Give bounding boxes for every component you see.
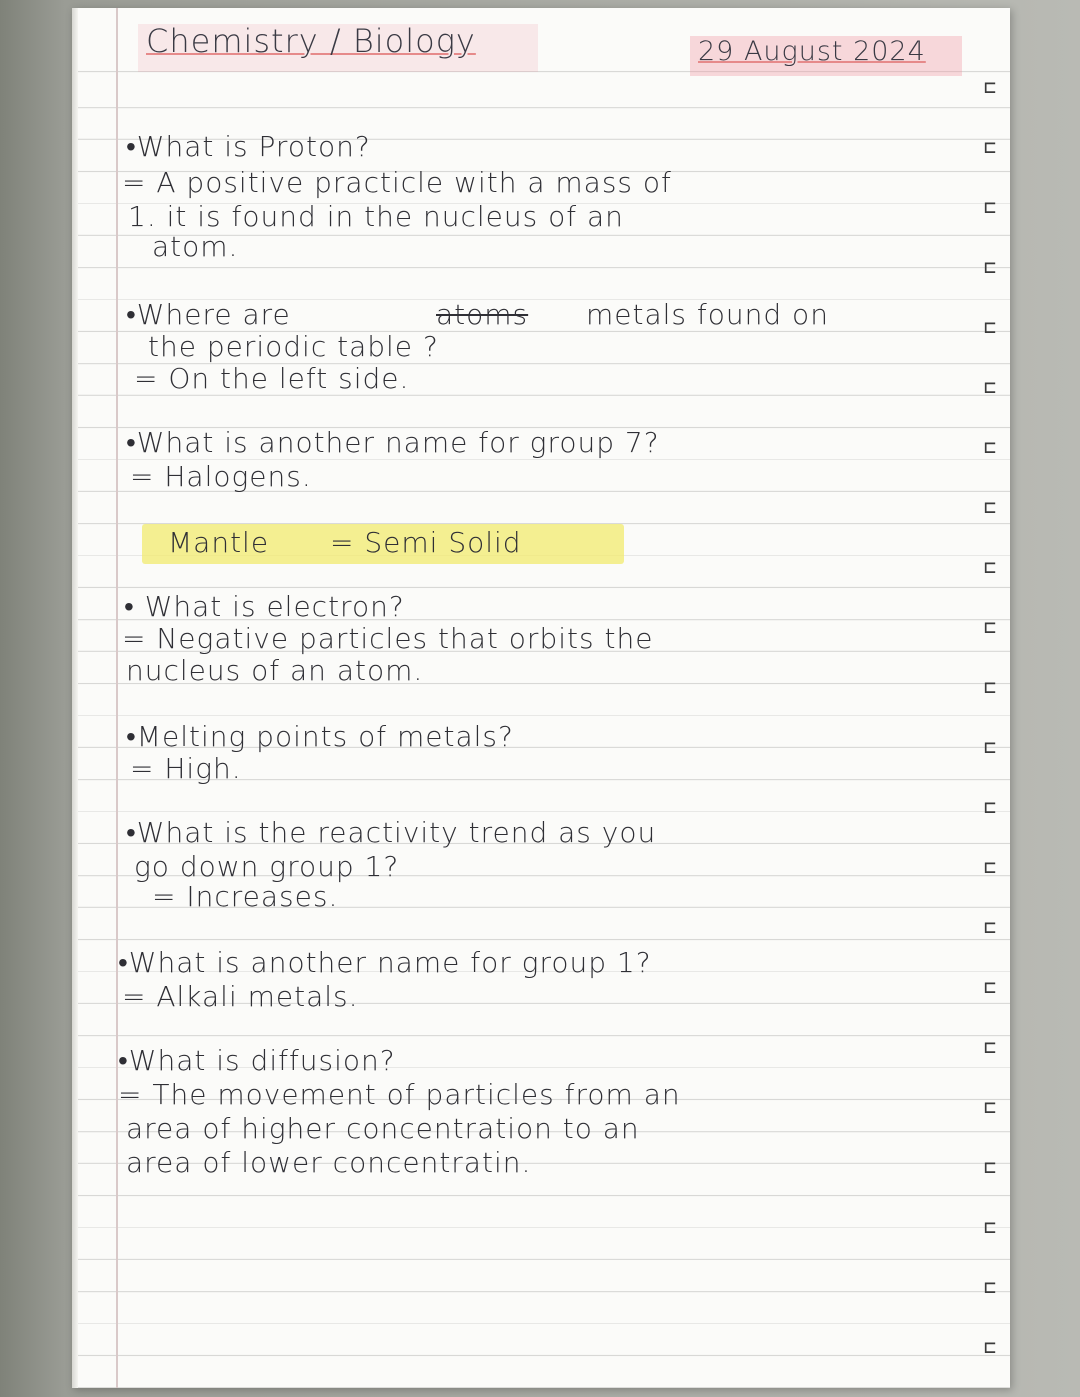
notebook-page <box>72 8 1010 1388</box>
spiral-ring-icon: ⊏ <box>984 555 995 579</box>
note-line: •What is the reactivity trend as you <box>126 816 657 849</box>
struck-word: atoms <box>436 298 529 331</box>
spiral-ring-icon: ⊏ <box>984 615 995 639</box>
page-date: 29 August 2024 <box>698 36 926 67</box>
note-line: = A positive practicle with a mass of <box>122 166 672 199</box>
note-line: atom. <box>152 230 239 263</box>
spiral-ring-icon: ⊏ <box>984 1335 995 1359</box>
note-line: = Alkali metals. <box>122 980 359 1013</box>
spiral-ring-icon: ⊏ <box>984 795 995 819</box>
note-line: = High. <box>130 752 242 785</box>
mantle-definition: = Semi Solid <box>330 526 522 559</box>
note-line: •Melting points of metals? <box>126 720 514 753</box>
spiral-ring-icon: ⊏ <box>984 375 995 399</box>
spiral-ring-icon: ⊏ <box>984 315 995 339</box>
subject-title: Chemistry / Biology <box>146 22 476 60</box>
note-line: nucleus of an atom. <box>126 654 424 687</box>
note-line: •What is diffusion? <box>118 1044 396 1077</box>
note-line: metals found on <box>586 298 829 331</box>
spiral-ring-icon: ⊏ <box>984 495 995 519</box>
page-edge <box>72 8 78 1388</box>
spiral-ring-icon: ⊏ <box>984 855 995 879</box>
spiral-ring-icon: ⊏ <box>984 675 995 699</box>
spiral-ring-icon: ⊏ <box>984 1155 995 1179</box>
note-line: = Halogens. <box>130 460 312 493</box>
margin-line <box>116 8 118 1388</box>
note-line: area of higher concentration to an <box>126 1112 640 1145</box>
note-line: •Where are <box>126 298 291 331</box>
spiral-ring-icon: ⊏ <box>984 1215 995 1239</box>
note-line: go down group 1? <box>134 850 400 883</box>
note-line: = On the left side. <box>134 362 410 395</box>
spiral-ring-icon: ⊏ <box>984 1275 995 1299</box>
note-line: 1. it is found in the nucleus of an <box>128 200 624 233</box>
note-line: the periodic table ? <box>148 330 439 363</box>
spiral-ring-icon: ⊏ <box>984 195 995 219</box>
spiral-ring-icon: ⊏ <box>984 75 995 99</box>
spiral-ring-icon: ⊏ <box>984 1095 995 1119</box>
note-line: = The movement of particles from an <box>118 1078 681 1111</box>
note-line: •What is another name for group 7? <box>126 426 660 459</box>
note-line: = Increases. <box>152 880 339 913</box>
note-line: = Negative particles that orbits the <box>122 622 654 655</box>
spiral-ring-icon: ⊏ <box>984 975 995 999</box>
note-line: •What is Proton? <box>126 130 371 163</box>
mantle-label: Mantle <box>168 526 270 559</box>
spiral-ring-icon: ⊏ <box>984 435 995 459</box>
note-line: •What is another name for group 1? <box>118 946 652 979</box>
spiral-ring-icon: ⊏ <box>984 735 995 759</box>
spiral-ring-icon: ⊏ <box>984 255 995 279</box>
note-line: area of lower concentratin. <box>126 1146 532 1179</box>
spiral-ring-icon: ⊏ <box>984 1035 995 1059</box>
note-line: • What is electron? <box>124 590 405 623</box>
spiral-ring-icon: ⊏ <box>984 915 995 939</box>
spiral-ring-icon: ⊏ <box>984 135 995 159</box>
